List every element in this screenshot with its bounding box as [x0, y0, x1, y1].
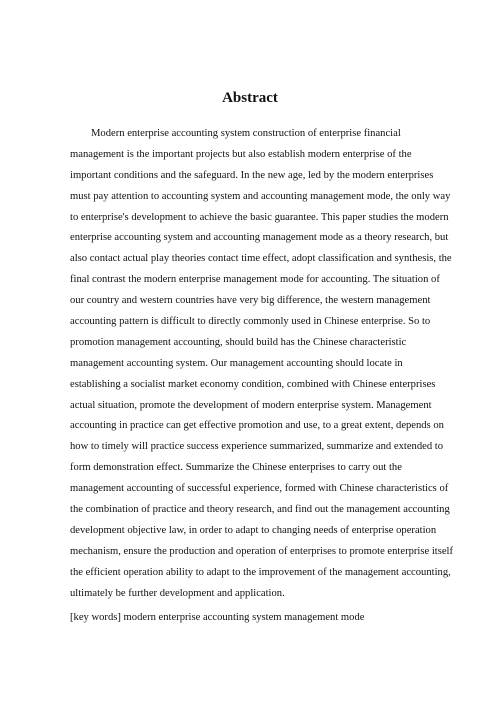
abstract-line: form demonstration effect. Summarize the Chinese enterprises to carry out the [70, 462, 402, 474]
abstract-line: important conditions and the safeguard. In the new age, led by the modern enterprises [70, 169, 434, 181]
abstract-line: promotion management accounting, should build has the Chinese characteristic [70, 336, 407, 348]
abstract-line: must pay attention to accounting system and accounting management mode, the only way [70, 190, 451, 202]
abstract-line: accounting in practice can get effective promotion and use, to a great extent, depends on [70, 420, 444, 432]
abstract-line: also contact actual play theories contact time effect, adopt classification and synthesis, the [70, 253, 452, 265]
keywords-line: [key words] modern enterprise accounting system management mode [70, 612, 365, 623]
abstract-line: Modern enterprise accounting system construction of enterprise financial [91, 128, 401, 139]
abstract-line: ultimately be further development and application. [70, 587, 285, 599]
abstract-line: establishing a socialist market economy condition, combined with Chinese enterprises [70, 378, 436, 390]
abstract-line: management accounting system. Our management accounting should locate in [70, 357, 403, 369]
abstract-line: development objective law, in order to adapt to changing needs of enterprise operation [70, 524, 437, 536]
abstract-line: management accounting of successful experience, formed with Chinese characteristics of [70, 483, 449, 495]
abstract-title: Abstract [222, 90, 278, 106]
abstract-line: final contrast the modern enterprise management mode for accounting. The situation of [70, 274, 440, 286]
abstract-line: enterprise accounting system and accounting management mode as a theory research, but [70, 232, 449, 244]
abstract-line: accounting pattern is difficult to directly commonly used in Chinese enterprise. So to [70, 316, 431, 328]
abstract-line: our country and western countries have very big difference, the western management [70, 295, 431, 307]
abstract-line: to enterprise's development to achieve the basic guarantee. This paper studies the modern [70, 211, 449, 223]
abstract-line: management is the important projects but also establish modern enterprise of the [70, 148, 412, 160]
abstract-line: mechanism, ensure the production and operation of enterprises to promote enterprise itself [70, 545, 454, 557]
abstract-line: how to timely will practice success experience summarized, summarize and extended to [70, 441, 444, 453]
abstract-line: actual situation, promote the development of modern enterprise system. Management [70, 399, 432, 411]
abstract-body [70, 124, 454, 604]
abstract-line: the combination of practice and theory research, and find out the management accounting [70, 504, 450, 516]
abstract-line: the efficient operation ability to adapt to the improvement of the management accounting, [70, 566, 451, 578]
